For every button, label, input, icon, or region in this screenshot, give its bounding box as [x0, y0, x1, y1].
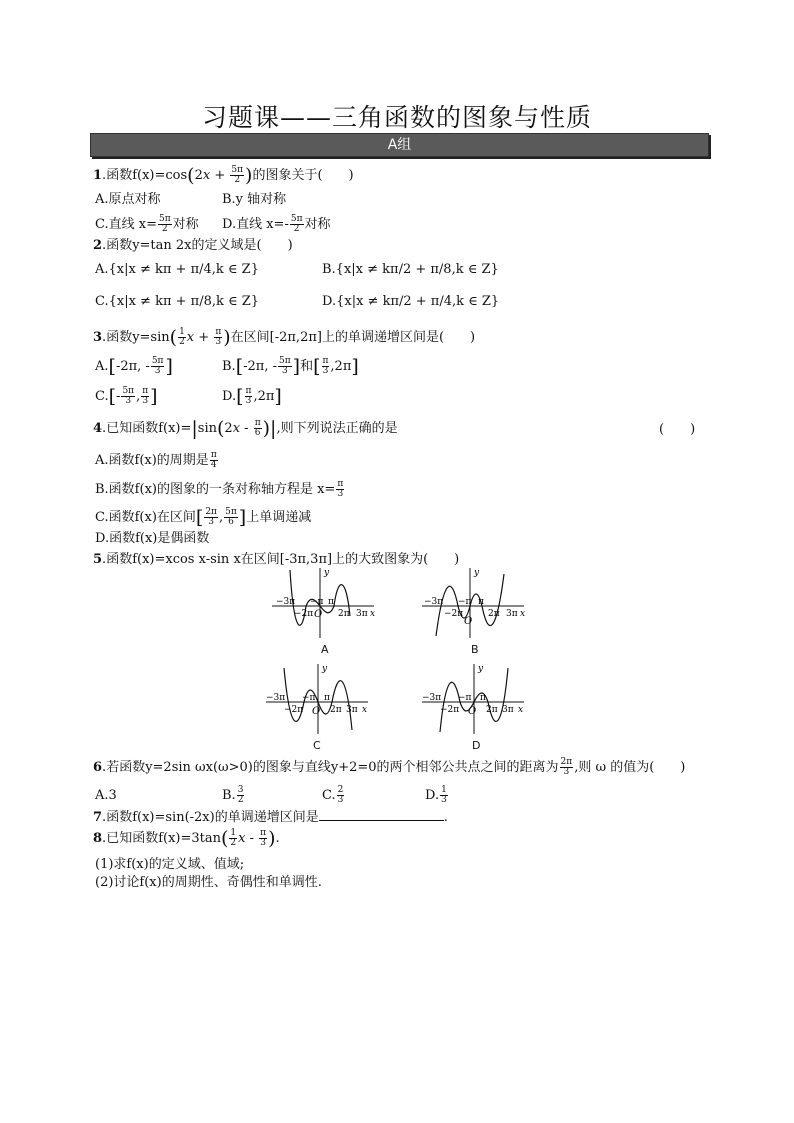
svg-text:x: x — [370, 609, 376, 619]
svg-text:O: O — [312, 706, 321, 717]
q5-stem: 5.函数f(x)=xcos x-sin x在区间[-3π,3π]上的大致图象为( ) — [93, 552, 460, 567]
q6-option-c: C. $\frac{2}{3}$ — [322, 785, 344, 805]
q4-option-d: D.函数f(x)是偶函数 — [95, 531, 210, 546]
svg-text:O: O — [314, 609, 323, 620]
svg-text:π: π — [328, 597, 334, 607]
q5-graph-b — [418, 566, 530, 640]
svg-text:−π: −π — [310, 597, 324, 607]
svg-text:−π: −π — [302, 693, 316, 703]
svg-text:−π: −π — [458, 693, 472, 703]
svg-text:2π: 2π — [338, 609, 350, 619]
q5-graph-b-label: B — [471, 643, 479, 656]
q3-stem: 3.函数y=sin( $\frac{1}{2}$ x + $\frac{\pi}{3}$ )在区间[-2π,2π]上的单调递增区间是( ) — [93, 326, 476, 349]
q1-option-b: B.y 轴对称 — [222, 192, 287, 207]
q7-stem: 7.函数f(x)=sin(-2x)的单调递增区间是 . — [93, 810, 448, 825]
q5-graph-a — [268, 566, 380, 640]
q5-graph-c-label: C — [313, 739, 321, 752]
svg-text:x: x — [362, 705, 368, 715]
q1-option-a: A.原点对称 — [95, 192, 161, 207]
svg-text:y: y — [474, 568, 480, 578]
svg-text:−3π: −3π — [424, 597, 444, 607]
page-title: 习题课——三角函数的图象与性质 — [201, 103, 592, 132]
svg-text:y: y — [324, 568, 330, 578]
q4-option-a: A.函数f(x)的周期是 $\frac{\pi}{4}$ — [95, 450, 217, 470]
svg-text:3π: 3π — [346, 705, 358, 715]
svg-text:−2π: −2π — [440, 705, 460, 715]
q5-graph-c — [262, 662, 374, 736]
svg-text:y: y — [322, 664, 328, 674]
q4-stem: 4.已知函数f(x)=|sin(2x - $\frac{\pi}{6}$ )|,则下列说法正确的是 — [93, 417, 398, 440]
q3-option-c: C.[- $\frac{5\pi}{3}$ , $\frac{\pi}{3}$ ] — [95, 385, 158, 408]
q4-option-b: B.函数f(x)的图象的一条对称轴方程是 x= $\frac{\pi}{3}$ — [95, 479, 344, 499]
svg-text:−2π: −2π — [284, 705, 304, 715]
svg-text:3π: 3π — [506, 609, 518, 619]
svg-text:π: π — [478, 597, 484, 607]
q3-option-a: A.[-2π, - $\frac{5\pi}{3}$ ] — [95, 355, 173, 378]
svg-text:2π: 2π — [486, 705, 498, 715]
q8-sub-2: (2)讨论f(x)的周期性、奇偶性和单调性. — [95, 875, 322, 890]
section-label: A组 — [387, 137, 412, 153]
svg-text:O: O — [468, 706, 477, 717]
q2-option-a: A.{x|x ≠ kπ + π/4,k ∈ Z} — [95, 262, 259, 277]
svg-text:2π: 2π — [330, 705, 342, 715]
q1-stem: 1.函数f(x)=cos(2x + $\frac{5\pi}{2}$ )的图象关于( ) — [93, 164, 354, 187]
q7-answer-blank[interactable] — [319, 808, 444, 821]
svg-text:3π: 3π — [356, 609, 368, 619]
svg-text:−3π: −3π — [276, 597, 296, 607]
svg-text:2π: 2π — [488, 609, 500, 619]
q5-graph-d — [418, 662, 530, 736]
q1-option-c: C.直线 x= $\frac{5\pi}{2}$ 对称 — [95, 214, 199, 234]
svg-text:x: x — [518, 705, 524, 715]
q8-sub-1: (1)求f(x)的定义域、值域; — [95, 857, 245, 872]
q1-option-d: D.直线 x=- $\frac{5\pi}{2}$ 对称 — [222, 214, 331, 234]
svg-text:π: π — [480, 693, 486, 703]
svg-text:π: π — [324, 693, 330, 703]
q4-answer-bracket: ( ) — [659, 422, 696, 437]
q6-option-d: D. $\frac{1}{3}$ — [425, 785, 447, 805]
svg-text:−2π: −2π — [294, 609, 314, 619]
svg-text:−3π: −3π — [422, 693, 442, 703]
q3-option-d: D.[ $\frac{\pi}{3}$ ,2π] — [222, 385, 282, 408]
svg-text:−3π: −3π — [266, 693, 286, 703]
q8-stem: 8.已知函数f(x)=3tan( $\frac{1}{2}$ x - $\frac{\pi}{3}$ ). — [93, 827, 280, 850]
q5-graph-d-label: D — [472, 739, 481, 752]
q6-option-a: A.3 — [95, 788, 117, 803]
q6-stem: 6.若函数y=2sin ωx(ω>0)的图象与直线y+2=0的两个相邻公共点之间的距离为 $\frac{2\pi}{3}$ ,则 ω 的值为( ) — [93, 757, 686, 777]
svg-text:O: O — [464, 616, 473, 627]
q2-option-c: C.{x|x ≠ kπ + π/8,k ∈ Z} — [95, 294, 260, 309]
svg-text:x: x — [520, 609, 526, 619]
q6-option-b: B. $\frac{3}{2}$ — [222, 785, 244, 805]
q2-stem: 2.函数y=tan 2x的定义域是( ) — [93, 238, 293, 253]
svg-text:−π: −π — [458, 597, 472, 607]
svg-text:y: y — [478, 664, 484, 674]
q2-option-d: D.{x|x ≠ kπ/2 + π/4,k ∈ Z} — [322, 294, 500, 309]
q5-graph-a-label: A — [321, 643, 329, 656]
q3-option-b: B.[-2π, - $\frac{5\pi}{3}$ ]和[ $\frac{\pi}{3}$ ,2π] — [222, 355, 359, 378]
q2-option-b: B.{x|x ≠ kπ/2 + π/8,k ∈ Z} — [322, 262, 499, 277]
section-header — [90, 133, 709, 157]
q4-option-c: C.函数f(x)在区间[ $\frac{2\pi}{3}$ , $\frac{5\pi}{6}$ ]上单调递减 — [95, 506, 312, 529]
svg-text:3π: 3π — [502, 705, 514, 715]
svg-text:−2π: −2π — [444, 609, 464, 619]
